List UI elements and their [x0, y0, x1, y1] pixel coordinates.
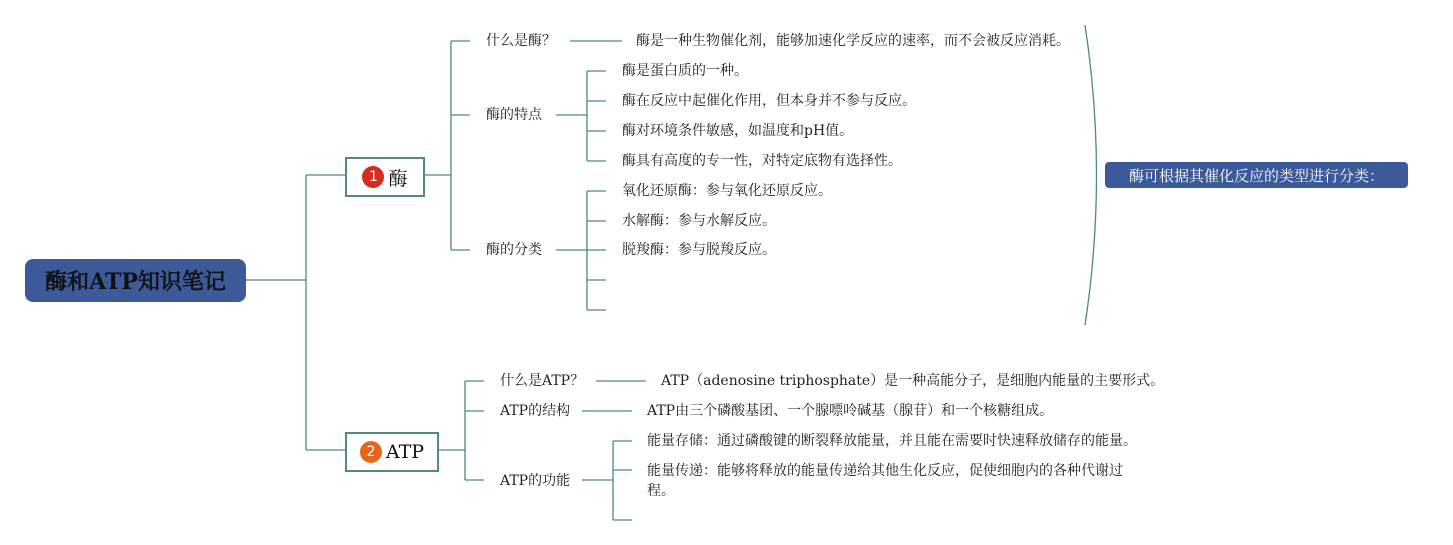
detail-text: 脱羧酶：参与脱羧反应。	[622, 242, 776, 258]
summary-label: 酶可根据其催化反应的类型进行分类：	[1128, 166, 1384, 185]
topic-enzyme-features[interactable]: 酶的特点	[486, 107, 542, 123]
detail-text: 酶是蛋白质的一种。	[622, 63, 748, 79]
detail-text: 能量传递：能够将释放的能量传递给其他生化反应，促使细胞内的各种代谢过程。	[647, 463, 1123, 499]
root-node[interactable]	[25, 259, 246, 302]
summary-node[interactable]	[1105, 162, 1408, 188]
branch-label: ATP	[385, 441, 425, 463]
branch-label: 酶	[388, 167, 408, 190]
detail-text: 氧化还原酶：参与氧化还原反应。	[622, 183, 832, 199]
topic-what-is-enzyme[interactable]: 什么是酶？	[486, 33, 556, 49]
detail-text: 酶在反应中起催化作用，但本身并不参与反应。	[622, 93, 916, 109]
branch-node-atp[interactable]	[345, 432, 439, 472]
topic-atp-structure[interactable]: ATP的结构	[500, 403, 571, 419]
detail-text: 水解酶：参与水解反应。	[622, 213, 776, 229]
branch-node-enzyme[interactable]	[345, 157, 425, 197]
topic-enzyme-classes[interactable]: 酶的分类	[486, 242, 542, 258]
topic-atp-function[interactable]: ATP的功能	[500, 473, 571, 489]
detail-text: ATP（adenosine triphosphate）是一种高能分子，是细胞内能量的主要形式。	[661, 373, 1165, 389]
detail-text: 酶具有高度的专一性，对特定底物有选择性。	[622, 153, 902, 169]
number-badge-icon: 2	[360, 441, 382, 463]
detail-text: 能量存储：通过磷酸键的断裂释放能量，并且能在需要时快速释放储存的能量。	[647, 433, 1137, 449]
detail-text: 酶是一种生物催化剂，能够加速化学反应的速率，而不会被反应消耗。	[636, 33, 1070, 49]
detail-text: 酶对环境条件敏感，如温度和pH值。	[622, 123, 854, 139]
number-badge-icon: 1	[362, 166, 384, 188]
root-title: 酶和ATP知识笔记	[45, 269, 226, 295]
topic-what-is-atp[interactable]: 什么是ATP？	[500, 373, 585, 389]
detail-text: ATP由三个磷酸基团、一个腺嘌呤碱基（腺苷）和一个核糖组成。	[647, 403, 1054, 419]
